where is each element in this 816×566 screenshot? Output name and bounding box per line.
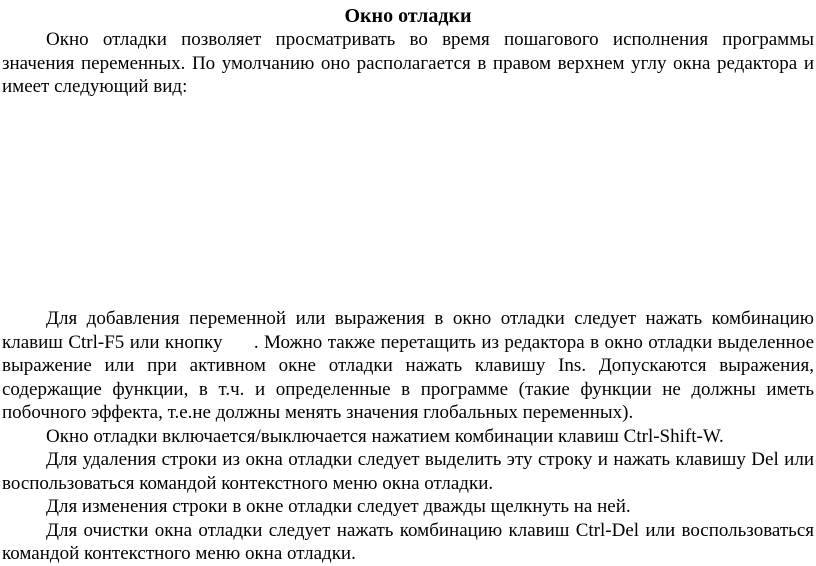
body-block — [2, 307, 814, 566]
delete-row-paragraph: Для удаления строки из окна отладки следует выделить эту строку и нажать клавишу Del или воспользоваться командой контекстного меню окна отладки. — [2, 449, 814, 494]
toggle-window-paragraph: Окно отладки включается/выключается нажатием комбинации клавиш Ctrl-Shift-W. — [46, 425, 724, 447]
add-watch-button-icon — [228, 335, 254, 351]
edit-row-paragraph: Для изменения строки в окне отладки следует дважды щелкнуть на ней. — [46, 496, 631, 517]
debug-window-figure-placeholder — [2, 100, 814, 300]
intro-block — [2, 28, 814, 99]
add-expression-text-1: Для добавления переменной или выражения в окно отладки следует нажать комбинацию клавиш Ctrl-F5 или кнопку — [2, 308, 814, 353]
add-expression-text-2: . Можно также перетащить из редактора в окно отладки выделенное выражение или при активном окне отладки нажать клавишу Ins. Допускаются выражения, содержащие функции, в т.ч. и определенные в программе (такие функции не должны иметь побочного эффекта, т.е.не должны менять значения глобальных переменных). — [2, 331, 814, 423]
add-expression-paragraph — [2, 307, 814, 425]
document-title: Окно отладки — [344, 5, 472, 27]
intro-paragraph: Окно отладки позволяет просматривать во время пошагового исполнения программы значения переменных. По умолчанию оно располагается в правом верхнем углу окна редактора и имеет следующий вид: — [2, 29, 814, 97]
clear-window-paragraph: Для очистки окна отладки следует нажать комбинацию клавиш Ctrl-Del или воспользоваться командой контекстного меню окна отладки. — [2, 519, 814, 564]
